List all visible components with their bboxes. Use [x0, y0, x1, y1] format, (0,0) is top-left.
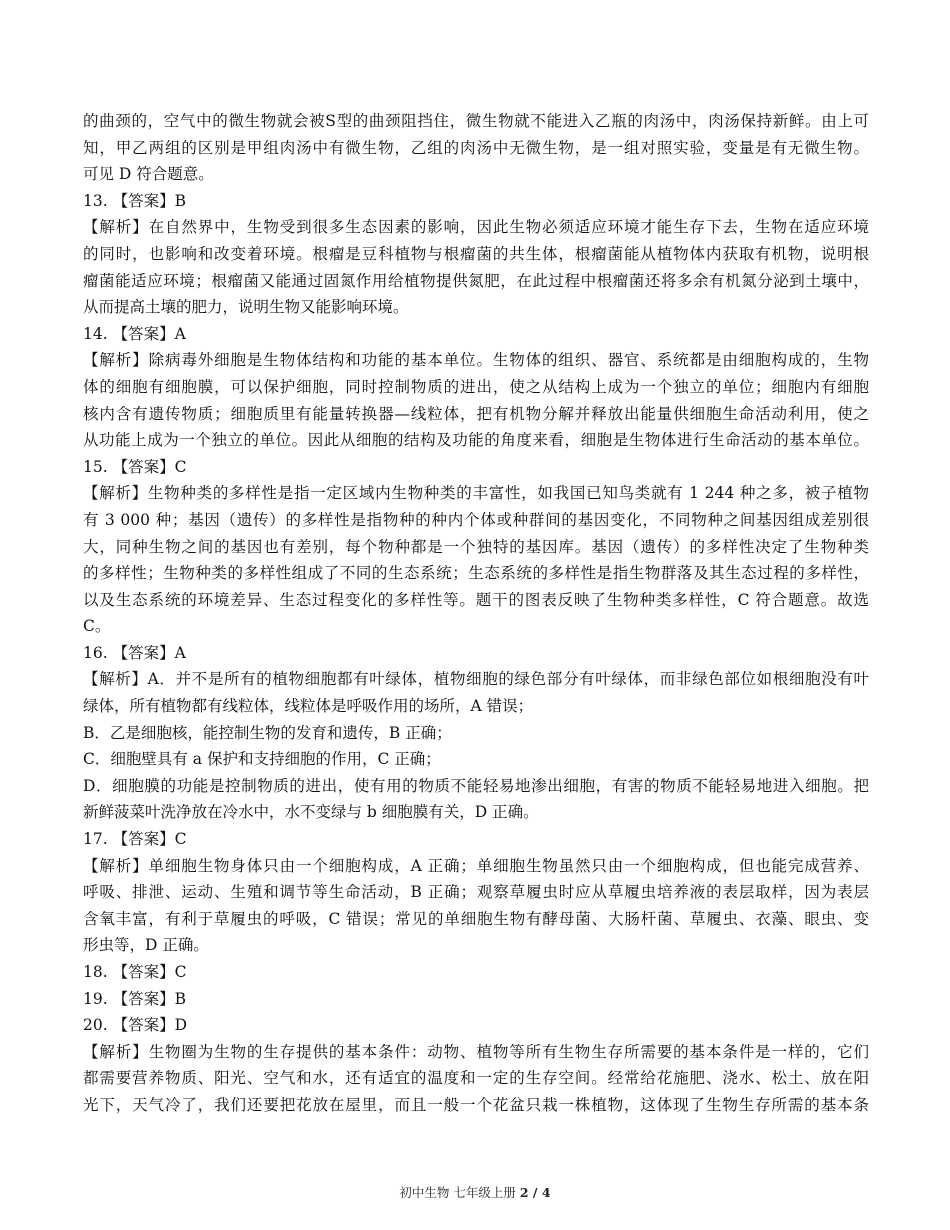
page-number: 2: [519, 1185, 529, 1200]
document-body: [83, 108, 869, 1119]
text-line: 13. 【答案】B: [83, 191, 186, 210]
text-line: 体的细胞有细胞膜，可以保护细胞，同时控制物质的进出，使之从结构上成为一个独立的单位；细胞内有细胞: [83, 377, 869, 396]
text-line: 17. 【答案】C: [83, 830, 187, 849]
text-line: 瘤菌能适应环境；根瘤菌又能通过固氮作用给植物提供氮肥，在此过程中根瘤菌还将多余有机氮分泌到土壤中，: [83, 271, 869, 290]
page-separator: /: [528, 1185, 542, 1200]
text-line: 从功能上成为一个独立的单位。因此从细胞的结构及功能的角度来看，细胞是生物体进行生命活动的基本单位。: [83, 431, 869, 450]
text-line: 【解析】生物种类的多样性是指一定区域内生物种类的丰富性，如我国已知鸟类就有 1 244 种之多，被子植物: [83, 484, 869, 503]
text-line: 核内含有遗传物质；细胞质里有能量转换器—线粒体，把有机物分解并释放出能量供细胞生命活动利用，使之: [83, 404, 869, 423]
text-line: 大，同种生物之间的基因也有差别，每个物种都是一个独特的基因库。基因（遗传）的多样性决定了生物种类: [83, 537, 869, 556]
text-line: 绿体，所有植物都有线粒体，线粒体是呼吸作用的场所，A 错误；: [83, 697, 534, 716]
text-line: 光下，天气冷了，我们还要把花放在屋里，而且一般一个花盆只栽一株植物，这体现了生物生存所需的基本条: [83, 1095, 869, 1114]
text-line: 的多样性；生物种类的多样性组成了不同的生态系统；生态系统的多样性是指生物群落及其生态过程的多样性，: [83, 564, 869, 583]
text-line: 都需要营养物质、阳光、空气和水，还有适宜的温度和一定的生存空间。经常给花施肥、浇水、松土、放在阳: [83, 1069, 869, 1088]
text-line: 【解析】生物圈为生物的生存提供的基本条件：动物、植物等所有生物生存所需要的基本条件是一样的，它们: [83, 1042, 869, 1061]
text-line: 的曲颈的，空气中的微生物就会被S型的曲颈阻挡住，微生物就不能进入乙瓶的肉汤中，肉汤保持新鲜。由上可: [83, 112, 869, 130]
text-line: 20. 【答案】D: [83, 1016, 188, 1035]
text-line: 有 3 000 种；基因（遗传）的多样性是指物种的种内个体或种群间的基因变化，不同物种之间基因组成差别很: [83, 510, 869, 529]
text-line: 可见 D 符合题意。: [83, 165, 214, 184]
text-line: 18. 【答案】C: [83, 963, 187, 981]
text-line: 15. 【答案】C: [83, 457, 187, 476]
text-line: C。: [83, 617, 111, 636]
text-line: D．细胞膜的功能是控制物质的进出，使有用的物质不能轻易地渗出细胞，有害的物质不能轻易地进入细胞。把: [83, 776, 869, 795]
text-line: 呼吸、排泄、运动、生殖和调节等生命活动，B 正确；观察草履虫时应从草履虫培养液的表层取样，因为表层: [83, 883, 869, 902]
text-line: 含氧丰富，有利于草履虫的呼吸，C 错误；常见的单细胞生物有酵母菌、大肠杆菌、草履虫、衣藻、眼虫、变: [83, 909, 869, 928]
text-line: 新鲜菠菜叶洗净放在冷水中，水不变绿与 b 细胞膜有关，D 正确。: [83, 803, 539, 822]
text-line: 【解析】在自然界中，生物受到很多生态因素的影响，因此生物必须适应环境才能生存下去，生物在适应环境: [83, 218, 869, 237]
text-line: 【解析】单细胞生物身体只由一个细胞构成，A 正确；单细胞生物虽然只由一个细胞构成，但也能完成营养、: [83, 856, 869, 875]
text-line: B．乙是细胞核，能控制生物的发育和遗传，B 正确；: [83, 723, 452, 742]
text-line: 的同时，也影响和改变着环境。根瘤是豆科植物与根瘤菌的共生体，根瘤菌能从植物体内获取有机物，说明根: [83, 244, 869, 263]
text-line: 16. 【答案】A: [83, 643, 186, 662]
page-footer: [0, 1183, 950, 1201]
text-line: 从而提高土壤的肥力，说明生物又能影响环境。: [83, 298, 409, 317]
text-line: 形虫等，D 正确。: [83, 936, 209, 955]
page-total: 4: [541, 1185, 551, 1200]
text-line: 【解析】A．并不是所有的植物细胞都有叶绿体，植物细胞的绿色部分有叶绿体，而非绿色部位如根细胞没有叶: [83, 670, 869, 689]
text-line: 14. 【答案】A: [83, 324, 186, 343]
text-line: 19. 【答案】B: [83, 989, 186, 1008]
footer-label: 初中生物 七年级上册: [399, 1185, 520, 1200]
text-line: 【解析】除病毒外细胞是生物体结构和功能的基本单位。生物体的组织、器官、系统都是由细胞构成的，生物: [83, 351, 869, 370]
text-line: 知，甲乙两组的区别是甲组肉汤中有微生物，乙组的肉汤中无微生物，是一组对照实验，变量是有无微生物。: [83, 138, 869, 157]
text-line: 以及生态系统的环境差异、生态过程变化的多样性等。题干的图表反映了生物种类多样性，C 符合题意。故选: [83, 590, 869, 609]
text-line: C．细胞壁具有 a 保护和支持细胞的作用，C 正确；: [83, 750, 441, 769]
